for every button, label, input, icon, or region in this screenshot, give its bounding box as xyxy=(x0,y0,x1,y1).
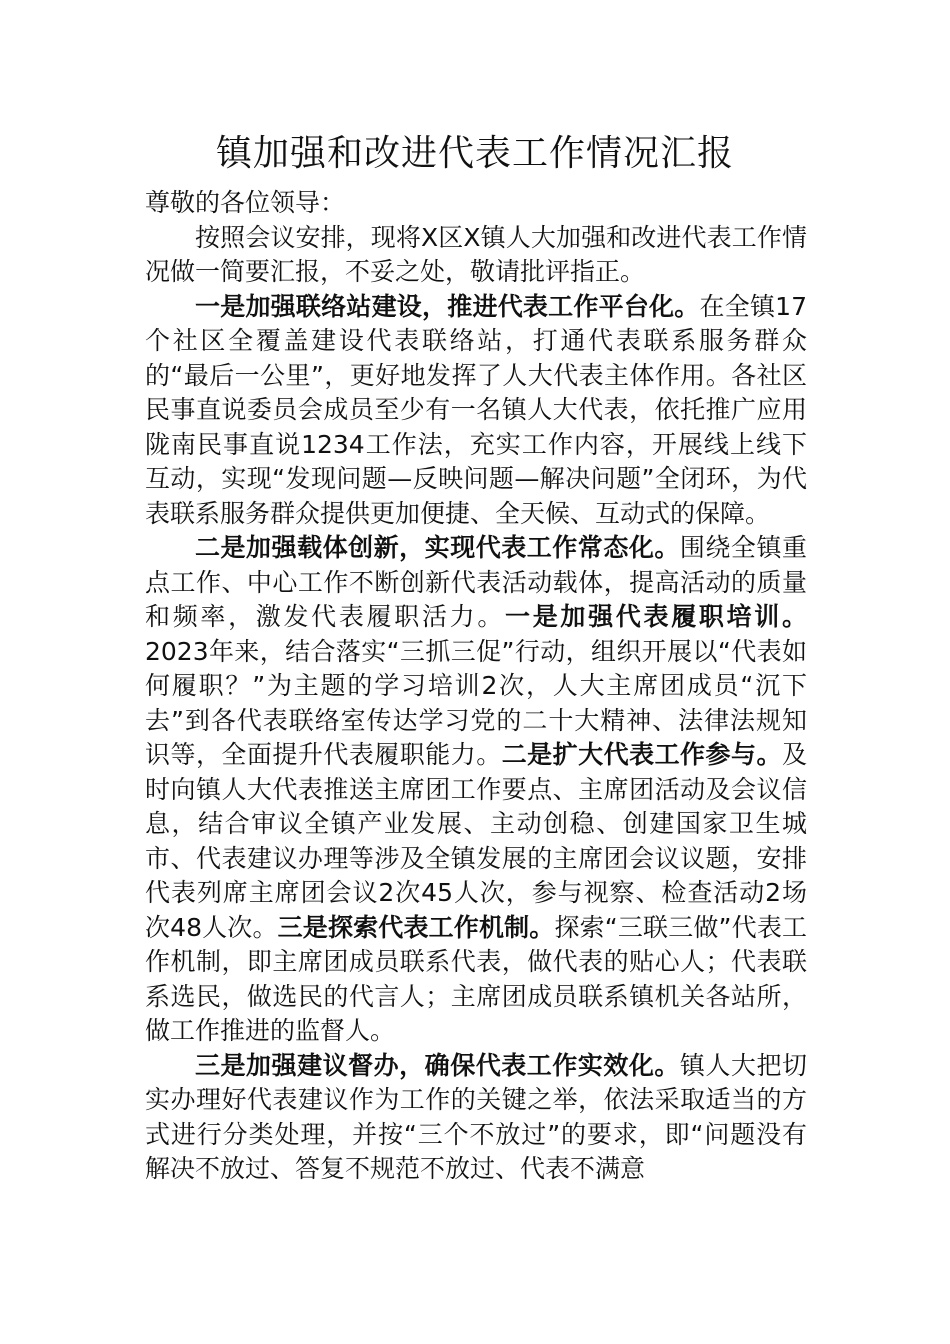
section-2-sub-1-text: 2023年来，结合落实“三抓三促”行动，组织开展以“代表如何履职？”为主题的学习培训2次，人大主席团成员“沉下去”到各代表联络室传达学习党的二十大精神、法律法规知识等，全面提升代表履职能力。 xyxy=(145,636,807,769)
section-2-text: 围绕全镇重点工作、中心工作不断创新代表活动载体，提高活动的质量和频率，激发代表履职活力。 xyxy=(145,533,807,631)
document-title: 镇加强和改进代表工作情况汇报 xyxy=(215,133,734,174)
section-2-paragraph xyxy=(145,531,807,1049)
section-3-text: 镇人大把切实办理好代表建议作为工作的关键之举，依法采取适当的方式进行分类处理，并按“三个不放过”的要求，即“问题没有解决不放过、答复不规范不放过、代表不满意 xyxy=(145,1050,807,1183)
section-2-sub-2-text: 及时向镇人大代表推送主席团工作要点、主席团活动及会议信息，结合审议全镇产业发展、主动创稳、创建国家卫生城市、代表建议办理等涉及全镇发展的主席团会议议题，安排代表列席主席团会议2次45人次，参与视察、检查活动2场次48人次。 xyxy=(145,740,807,942)
section-3-heading: 三是加强建议督办，确保代表工作实效化。 xyxy=(195,1050,680,1080)
section-2-sub-2-heading: 二是扩大代表工作参与。 xyxy=(501,740,782,769)
salutation: 尊敬的各位领导： xyxy=(145,188,346,217)
intro-paragraph: 按照会议安排，现将X区X镇人大加强和改进代表工作情况做一简要汇报，不妥之处，敬请批评指正。 xyxy=(145,222,807,286)
section-1-text: 在全镇17个社区全覆盖建设代表联络站，打通代表联系服务群众的“最后一公里”，更好地发挥了人大代表主体作用。各社区民事直说委员会成员至少有一名镇人大代表，依托推广应用陇南民事直说1234工作法，充实工作内容，开展线上线下互动，实现“发现问题—反映问题—解决问题”全闭环，为代表联系服务群众提供更加便捷、全天候、互动式的保障。 xyxy=(145,291,807,528)
section-1-heading: 一是加强联络站建设，推进代表工作平台化。 xyxy=(195,291,700,321)
section-2-sub-3-text: 探索“三联三做”代表工作机制，即主席团成员联系代表，做代表的贴心人；代表联系选民，做选民的代言人；主席团成员联系镇机关各站所，做工作推进的监督人。 xyxy=(145,912,807,1045)
section-1-paragraph xyxy=(145,290,807,532)
section-2-sub-1-heading: 一是加强代表履职培训。 xyxy=(505,602,807,631)
section-2-heading: 二是加强载体创新，实现代表工作常态化。 xyxy=(195,533,680,562)
section-3-paragraph xyxy=(145,1049,807,1187)
document-body xyxy=(145,186,807,1187)
section-2-sub-3-heading: 三是探索代表工作机制。 xyxy=(277,912,555,942)
